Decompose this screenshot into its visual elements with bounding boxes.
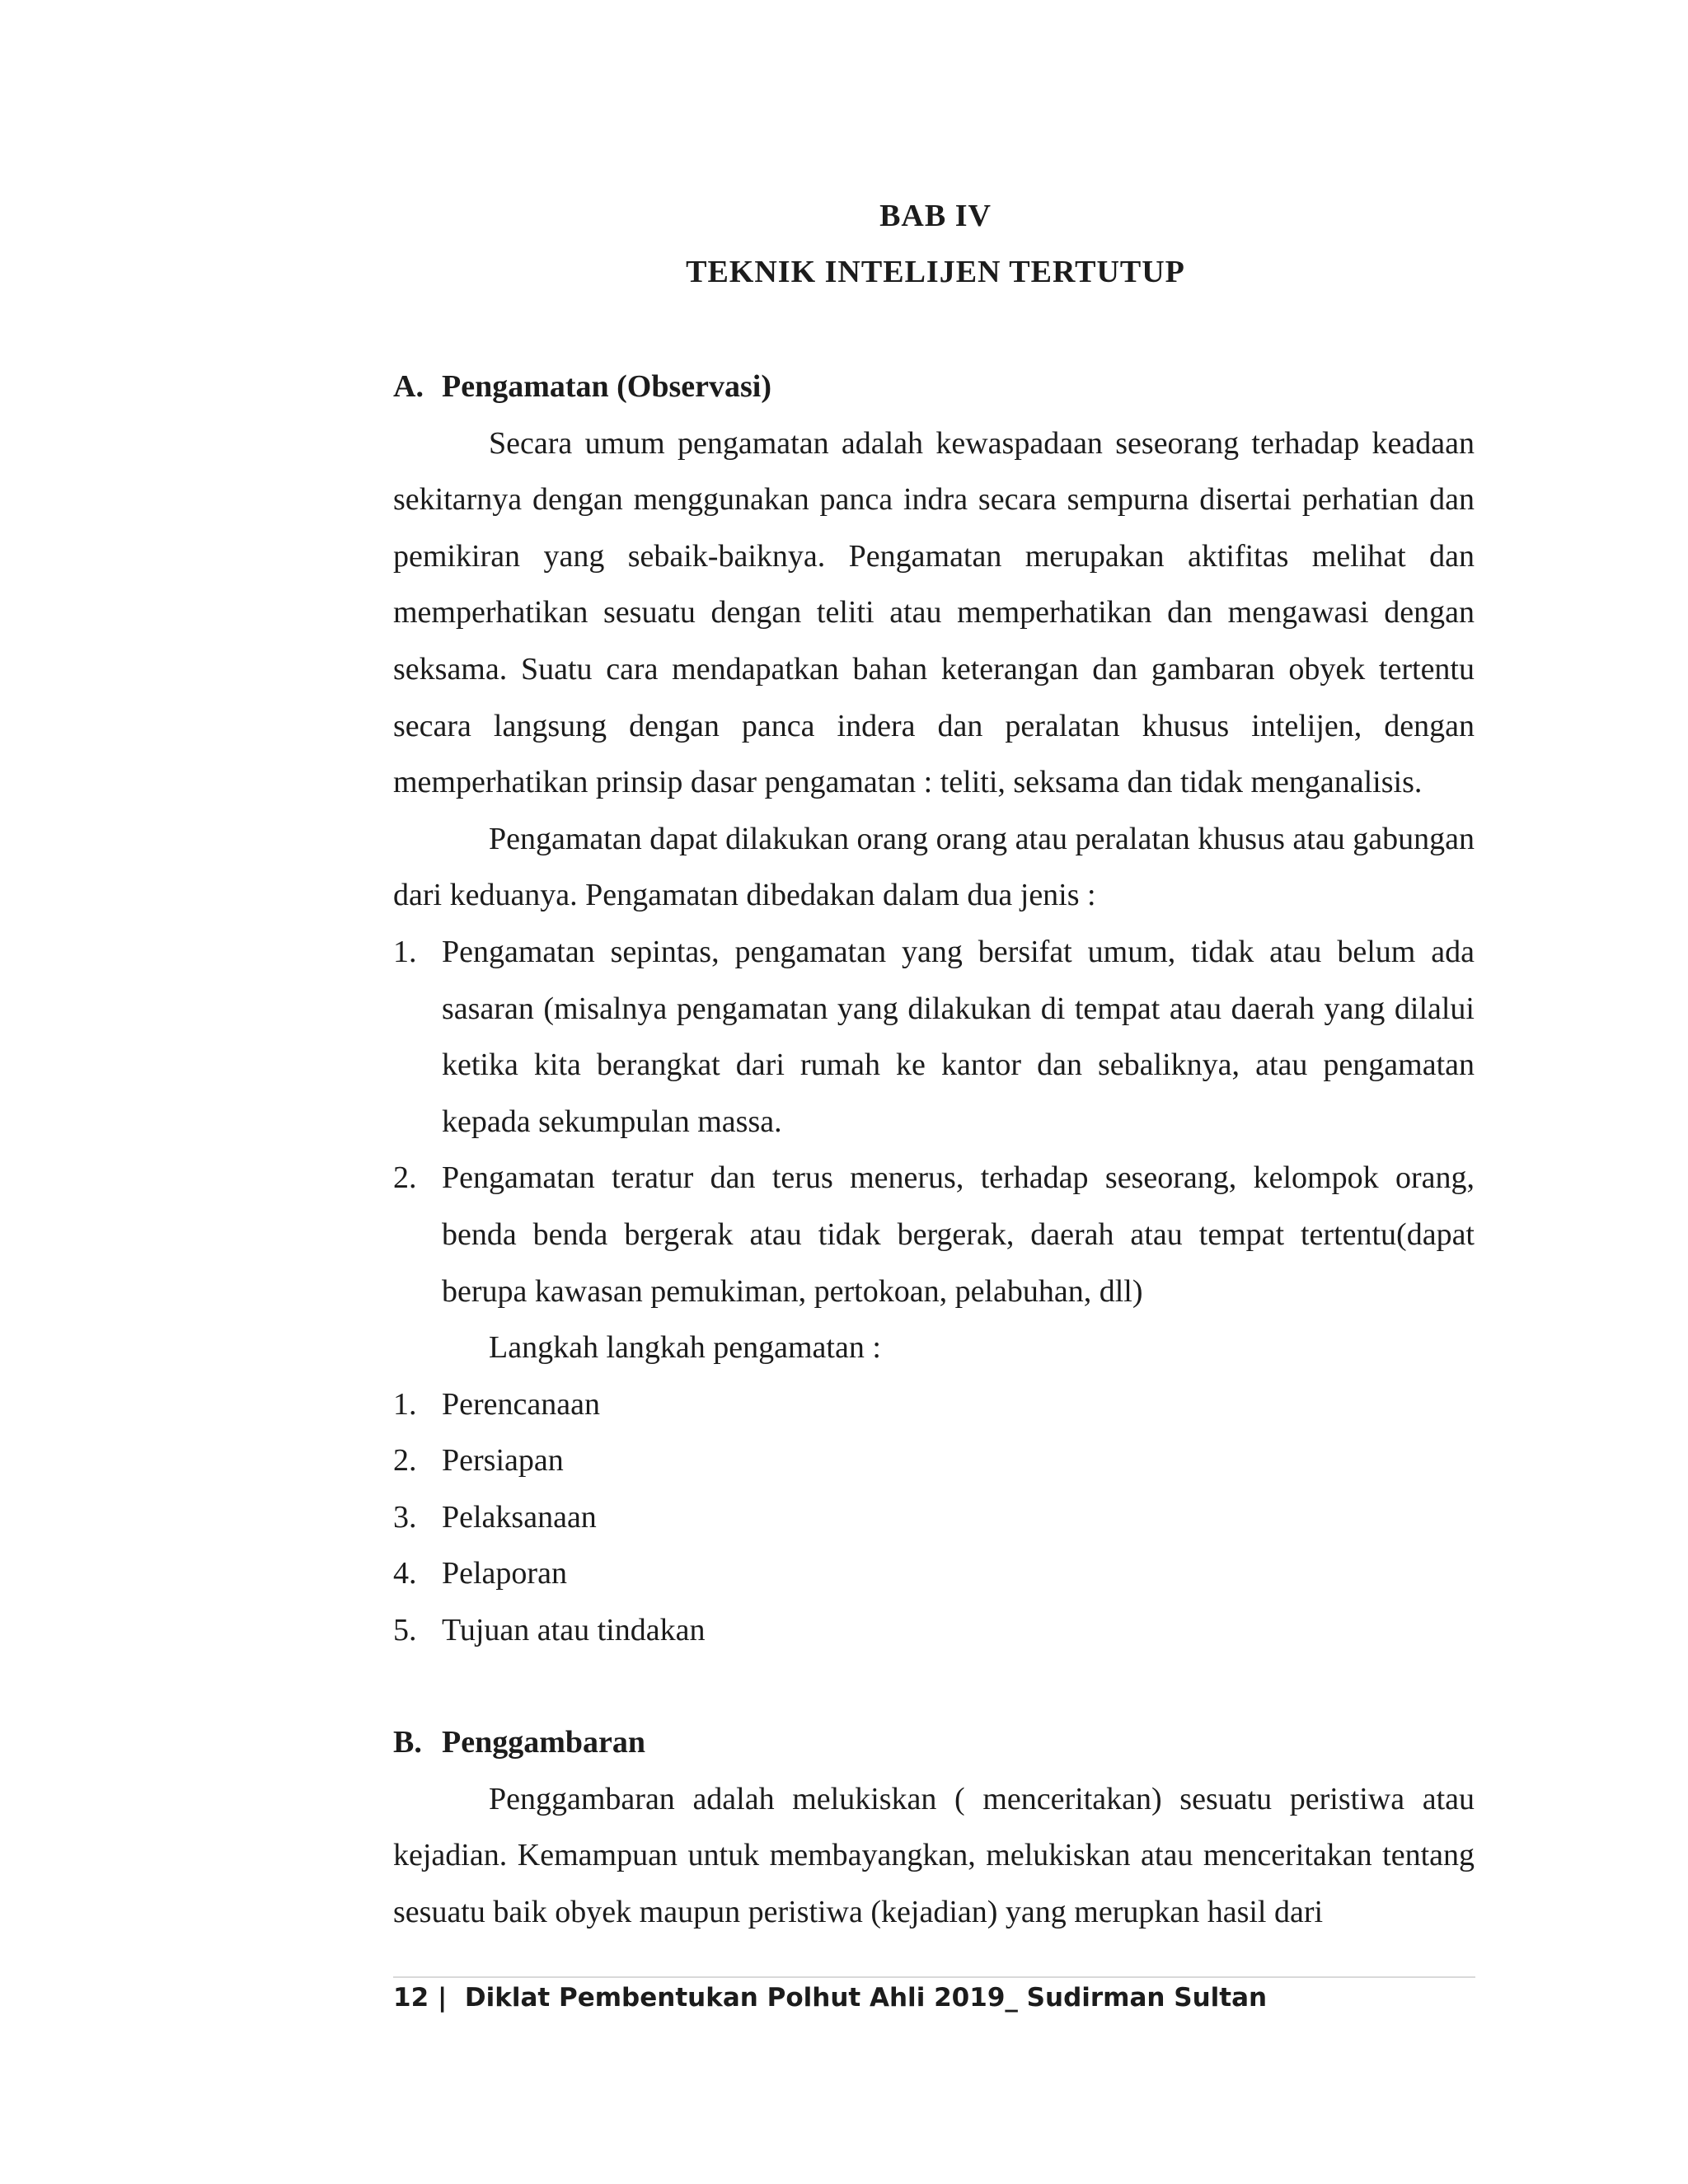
section-a-heading [393, 359, 1475, 415]
list-item-number: 1. [393, 934, 417, 969]
list-item-text: Perencanaan [442, 1386, 600, 1422]
section-a-label: A. [393, 369, 424, 404]
section-a [393, 359, 1475, 1659]
list-item-number: 1. [393, 1386, 417, 1422]
footer-separator: | [437, 1983, 448, 2013]
section-a-title: Pengamatan (Observasi) [442, 369, 772, 404]
list-item-text: Persiapan [442, 1443, 564, 1479]
list-item [393, 1602, 1475, 1659]
list-item-text: Pengamatan teratur dan terus menerus, terhadap seseorang, kelompok orang, benda benda bergerak atau tidak bergerak, daerah atau tempat tertentu(dapat berupa kawasan pemukiman, pertokoan, pelabuhan, dll) [442, 1160, 1475, 1309]
chapter-title: TEKNIK INTELIJEN TERTUTUP [686, 255, 1185, 289]
section-b-label: B. [393, 1725, 422, 1760]
list-item [393, 1432, 1475, 1489]
section-b [393, 1714, 1475, 1940]
section-b-title: Penggambaran [442, 1725, 645, 1760]
page-number: 12 [393, 1983, 429, 2013]
list-item-text: Pelaksanaan [442, 1499, 597, 1535]
section-b-paragraph-1: Penggambaran adalah melukiskan ( menceritakan) sesuatu peristiwa atau kejadian. Kemampuan untuk membayangkan, melukiskan atau menceritakan tentang sesuatu baik obyek maupun peristiwa (kejadian) yang merupkan hasil dari [393, 1781, 1475, 1929]
footer-text: Diklat Pembentukan Polhut Ahli 2019_ Sudirman Sultan [464, 1983, 1268, 2013]
footer-divider [393, 1976, 1475, 1978]
list-item-text: Pengamatan sepintas, pengamatan yang bersifat umum, tidak atau belum ada sasaran (misalnya pengamatan yang dilakukan di tempat atau daerah yang dilalui ketika kita berangkat dari rumah ke kantor dan sebaliknya, atau pengamatan kepada sekumpulan massa. [442, 934, 1475, 1139]
list-item-number: 4. [393, 1556, 417, 1591]
steps-intro: Langkah langkah pengamatan : [489, 1330, 881, 1366]
list-item-text: Pelaporan [442, 1556, 567, 1591]
list-item-number: 5. [393, 1613, 417, 1648]
list-item-number: 2. [393, 1160, 417, 1196]
section-b-heading [393, 1714, 1475, 1771]
list-item-text: Tujuan atau tindakan [442, 1613, 706, 1648]
list-item [393, 1489, 1475, 1546]
section-a-paragraph-2: Pengamatan dapat dilakukan orang orang atau peralatan khusus atau gabungan dari keduanya. Pengamatan dibedakan dalam dua jenis : [393, 821, 1475, 913]
list-item [393, 1545, 1475, 1602]
list-item-number: 3. [393, 1499, 417, 1535]
observation-steps-list [393, 1376, 1475, 1659]
list-item [393, 1376, 1475, 1433]
page-footer [393, 1983, 1267, 2013]
list-item-number: 2. [393, 1443, 417, 1479]
section-a-paragraph-1: Secara umum pengamatan adalah kewaspadaan seseorang terhadap keadaan sekitarnya dengan menggunakan panca indra secara sempurna disertai perhatian dan pemikiran yang sebaik-baiknya. Pengamatan merupakan aktifitas melihat dan memperhatikan sesuatu dengan teliti atau memperhatikan dan mengawasi dengan seksama. Suatu cara mendapatkan bahan keterangan dan gambaran obyek tertentu secara langsung dengan panca indera dan peralatan khusus intelijen, dengan memperhatikan prinsip dasar pengamatan : teliti, seksama dan tidak menganalisis. [393, 425, 1475, 800]
list-item [393, 924, 1475, 1150]
list-item [393, 1150, 1475, 1319]
chapter-number: BAB IV [879, 199, 992, 233]
observation-types-list [393, 924, 1475, 1319]
